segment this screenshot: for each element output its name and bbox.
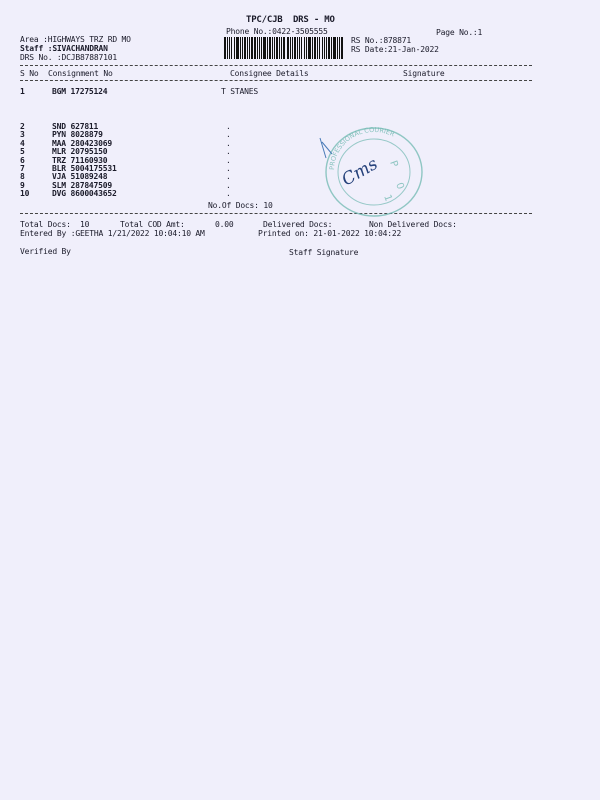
row-consignment-no: TRZ 71160930 [52, 155, 108, 165]
row-consignee: . [226, 138, 231, 148]
row-sno: 8 [20, 172, 25, 182]
row-sno: 6 [20, 155, 25, 165]
col-consignment: Consignment No [48, 69, 113, 78]
row-consignee: . [226, 180, 231, 190]
header-bottom-rule [20, 80, 532, 81]
svg-text:P: P [387, 159, 400, 169]
row-sno: 10 [20, 189, 30, 199]
row-consignment-no: BLR 5004175531 [52, 164, 117, 173]
row-sno: 4 [20, 138, 25, 148]
stamp-text: PROFESSIONAL COURIER [327, 125, 396, 171]
document-title: TPC/CJB DRS - MO [246, 15, 335, 25]
row-consignment-no: BGM 17275124 [52, 87, 108, 96]
row-sno: 2 [20, 122, 25, 131]
rs-date: RS Date:21-Jan-2022 [351, 45, 439, 54]
header-top-rule [20, 65, 532, 66]
company-stamp [312, 118, 432, 218]
row-consignment-no: MLR 20795150 [52, 147, 108, 157]
svg-text:0: 0 [393, 181, 406, 192]
row-consignee: . [226, 122, 231, 131]
rs-number: RS No.:878871 [351, 36, 412, 45]
no-of-docs: No.Of Docs: 10 [208, 201, 273, 210]
page-number: Page No.:1 [436, 28, 483, 37]
signature-scribble: Cms [338, 154, 382, 191]
row-sno: 9 [20, 180, 25, 190]
phone-number: Phone No.:0422-3505555 [226, 27, 328, 36]
verified-by: Verified By [20, 247, 71, 256]
non-delivered-docs: Non Delivered Docs: [369, 220, 457, 229]
total-cod-value: 0.00 [215, 220, 234, 229]
row-consignee: . [226, 172, 231, 182]
row-consignment-no: PYN 8028879 [52, 130, 103, 140]
barcode [224, 37, 344, 59]
row-consignee: T STANES [221, 87, 258, 96]
col-signature: Signature [403, 69, 445, 78]
drs-number: DRS No. :DCJB87887101 [20, 53, 117, 62]
row-consignee: . [226, 189, 231, 199]
total-docs: Total Docs: 10 [20, 220, 90, 229]
total-cod-label: Total COD Amt: [120, 220, 185, 229]
col-consignee: Consignee Details [230, 69, 309, 78]
row-consignment-no: DVG 8600043652 [52, 189, 117, 199]
row-consignment-no: MAA 280423069 [52, 138, 113, 148]
delivered-docs: Delivered Docs: [263, 220, 333, 229]
staff-signature: Staff Signature [289, 248, 359, 257]
row-sno: 5 [20, 147, 25, 157]
row-consignee: . [226, 130, 231, 140]
area-label: Area :HIGHWAYS TRZ RD MO [20, 35, 131, 44]
row-consignment-no: SND 627811 [52, 122, 99, 131]
row-consignment-no: VJA 51089248 [52, 172, 108, 182]
table-bottom-rule [20, 213, 532, 214]
row-consignment-no: SLM 287847509 [52, 180, 113, 190]
row-consignee: . [226, 147, 231, 157]
svg-text:1: 1 [381, 193, 394, 204]
row-sno: 1 [20, 87, 25, 96]
col-sno: S No [20, 69, 39, 78]
row-consignee: . [226, 164, 231, 173]
row-sno: 7 [20, 164, 25, 173]
printed-on: Printed on: 21-01-2022 10:04:22 [258, 229, 402, 238]
row-consignee: . [226, 155, 231, 165]
row-sno: 3 [20, 130, 25, 140]
entered-by: Entered By :GEETHA 1/21/2022 10:04:10 AM [20, 229, 205, 238]
staff-label: Staff :SIVACHANDRAN [20, 44, 108, 53]
